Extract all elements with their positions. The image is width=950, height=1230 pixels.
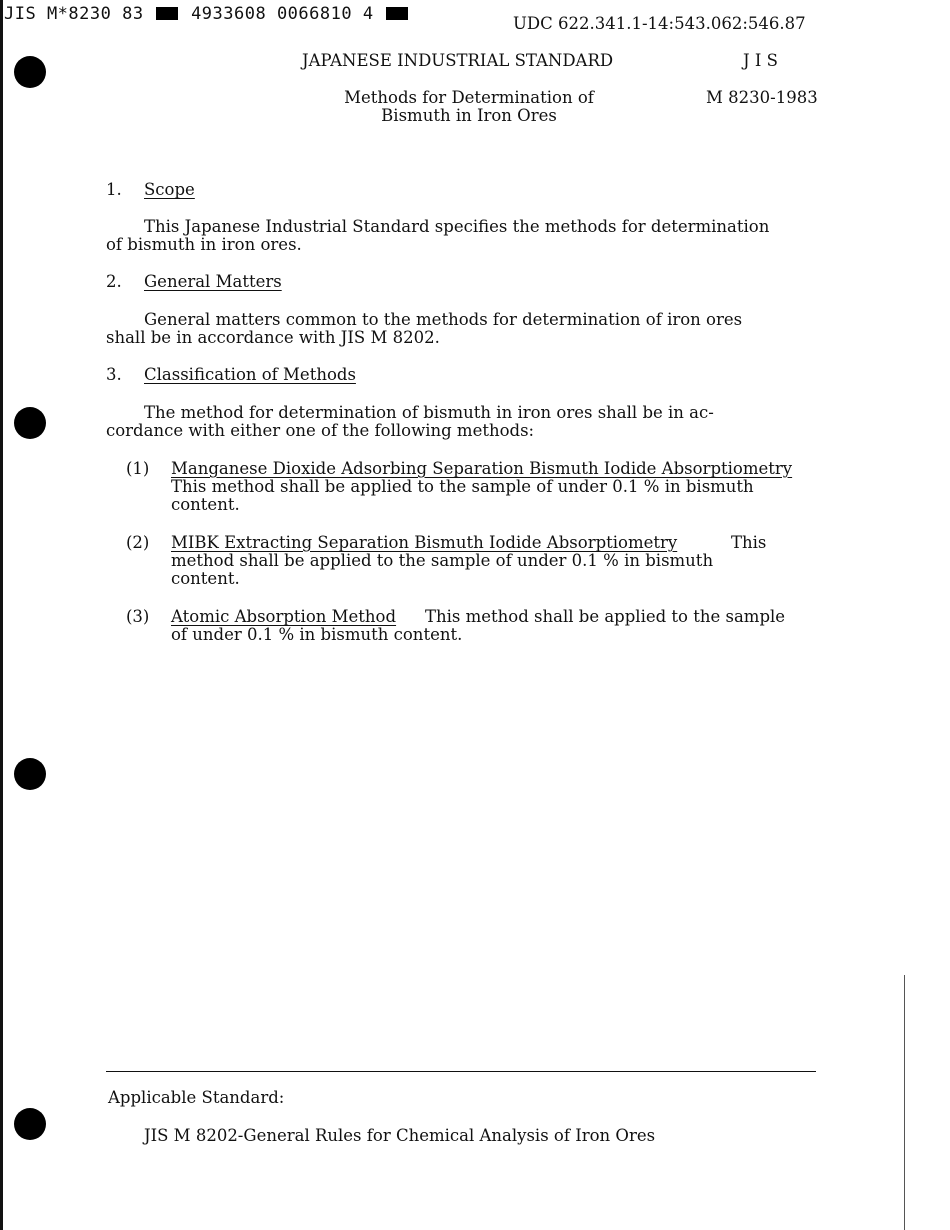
section-body-line: cordance with either one of the following methods: xyxy=(106,421,535,440)
method-body-line: This xyxy=(731,533,767,552)
udc-number: UDC 622.341.1-14:543.062:546.87 xyxy=(513,14,806,33)
method-body-line: content. xyxy=(171,495,240,514)
section-number: 1. xyxy=(106,180,122,199)
method-body-line: This method shall be applied to the sample of under 0.1 % in bismuth xyxy=(171,477,754,496)
scan-edge-right xyxy=(904,975,905,1230)
section-heading: General Matters xyxy=(144,272,282,291)
footer-divider xyxy=(106,1071,816,1072)
punch-hole-3 xyxy=(14,758,46,790)
section-heading: Scope xyxy=(144,180,195,199)
jis-mark: J I S xyxy=(743,51,778,70)
document-code-mid: 4933608 0066810 4 xyxy=(191,4,374,24)
applicable-standard-reference: JIS M 8202-General Rules for Chemical Analysis of Iron Ores xyxy=(144,1126,656,1145)
method-body-line: method shall be applied to the sample of under 0.1 % in bismuth xyxy=(171,551,714,570)
standard-number: M 8230-1983 xyxy=(706,88,818,107)
code-block-mark xyxy=(386,7,408,20)
standard-name: JAPANESE INDUSTRIAL STANDARD xyxy=(302,51,614,70)
document-code xyxy=(4,4,410,24)
code-block-mark xyxy=(156,7,178,20)
method-number: (2) xyxy=(126,533,150,552)
method-body-line: of under 0.1 % in bismuth content. xyxy=(171,625,463,644)
method-name: MIBK Extracting Separation Bismuth Iodide Absorptiometry xyxy=(171,533,678,552)
section-body-line: The method for determination of bismuth in iron ores shall be in ac- xyxy=(144,403,714,422)
section-body-line: General matters common to the methods for determination of iron ores xyxy=(144,310,743,329)
method-name: Manganese Dioxide Adsorbing Separation Bismuth Iodide Absorptiometry xyxy=(171,459,793,478)
applicable-standard-label: Applicable Standard: xyxy=(108,1088,285,1107)
method-name: Atomic Absorption Method xyxy=(171,607,397,626)
document-code-prefix: JIS M*8230 83 xyxy=(4,4,144,24)
title-line-2: Bismuth in Iron Ores xyxy=(381,106,557,125)
section-body-line: of bismuth in iron ores. xyxy=(106,235,302,254)
section-heading: Classification of Methods xyxy=(144,365,356,384)
scan-edge-left xyxy=(0,0,3,1230)
method-body-line: This method shall be applied to the sample xyxy=(425,607,786,626)
title-line-1: Methods for Determination of xyxy=(344,88,594,107)
method-body-line: content. xyxy=(171,569,240,588)
section-body-line: shall be in accordance with JIS M 8202. xyxy=(106,328,440,347)
section-number: 3. xyxy=(106,365,122,384)
punch-hole-2 xyxy=(14,407,46,439)
section-body-line: This Japanese Industrial Standard specifies the methods for determination xyxy=(144,217,770,236)
method-number: (1) xyxy=(126,459,150,478)
punch-hole-1 xyxy=(14,56,46,88)
method-number: (3) xyxy=(126,607,150,626)
punch-hole-4 xyxy=(14,1108,46,1140)
section-number: 2. xyxy=(106,272,122,291)
